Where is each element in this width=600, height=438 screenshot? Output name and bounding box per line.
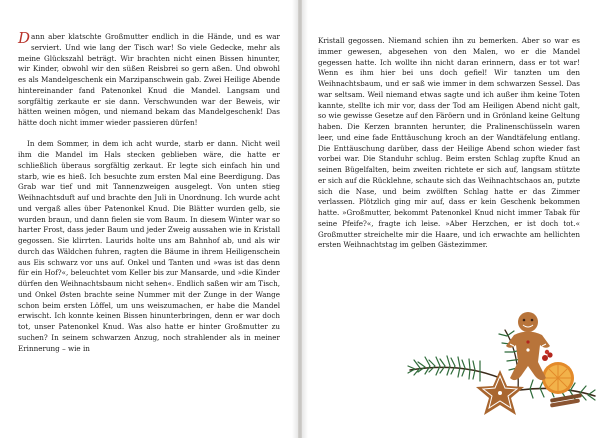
berries-icon [542,350,553,361]
paragraph-1-text: ann aber klatschte Großmutter endlich in die Hände, und es war serviert. Und wie lang der Tisch war! So viele Gedecke, mehr als meine Glückszahl beträgt. Wir brachten nicht einen Bissen hinunter, wir Kinder, obwohl wir den süßen Reisbrei so gern aßen. Und obwohl es als Mandelgeschenk ein Marzipanschwein gab. Zwei Heilige Abende hintereinander fand Patenonkel Knud die Mandel. Langsam und sorgfältig zerkaute er sie dann. Verschwunden war der Beweis, wir hätten weinen mögen, und niemand bekam das Mandelgeschenk! Das hätte doch nicht immer wieder passieren dürfen! [18,32,280,127]
right-page [302,0,600,438]
christmas-gingerbread-decoration-icon [400,300,600,425]
paragraph-2: In dem Sommer, in dem ich acht wurde, starb er dann. Nicht weil ihm die Mandel im Hals stecken geblieben wäre, die hatte er schließlich überaus sorgfältig zerkaut. Er legte sich einfach hin und starb, wie es hieß. Ich besuchte zum ersten Mal eine Beerdigung. Das Grab war tief und mit Tannenzweigen ausgelegt. Von unten stieg Weihnachtsduft auf und brachte den Juli in Unordnung. Ich wurde acht und vergaß alles über Patenonkel Knud. Die Blätter wurden gelb, sie wurden braun, und dann fielen sie vom Baum. In diesem Winter war so harter Frost, dass jeder Baum und jeder Zweig aussahen wie in Kristall gegossen. Sie klirrten. Laurids holte uns am Bahnhof ab, und als wir durch das Wäldchen fuhren, ragten die Bäume in ihrem Heiligenschein aus Eis schwarz vor uns auf. Onkel und Tanten und »was ist das denn für ein Hof?«, beleuchtet vom Keller bis zur Mansarde, und »die Kinder dürfen den Weihnachtsbaum nicht sehen«. Endlich saßen wir am Tisch, und Onkel Østen brachte seine Nummer mit der Zunge in der Wange schon beim ersten Löffel, um uns weiszumachen, er habe die Mandel erwischt. Ich konnte keinen Bissen hinunterbringen, denn er war doch tot, unser Patenonkel Knud. Was also hatte er hinter Großmutter zu suchen? In seinem schwarzen Anzug, noch strahlender als in meiner Erinnerung – wie in [18,139,280,353]
gingerbread-man-icon [506,312,550,380]
left-page-text [18,29,280,354]
right-page-text [318,36,580,251]
paragraph-3: Kristall gegossen. Niemand schien ihn zu bemerken. Aber so war es immer gewesen, abgesehen von den Malen, wo er die Mandel gegessen hatte. Ich wollte ihn nicht daran erinnern, dass er tot war! Wenn es ihm hier bei uns doch gefiel! Wir tanzten um den Weihnachtsbaum, und er saß wie immer in dem schwarzen Sessel. Das war seltsam. Weil niemand etwas sagte und ich außer ihm keine Toten kannte, stellte ich mir vor, dass der Tod am Heiligen Abend nicht galt, so wie gewisse Gesetze auf den Färöern und in Grönland keine Geltung haben. Die Kerzen brannten herunter, die Pralinenschüsseln waren leer, und eine fade Enttäuschung kroch an der Wandtäfelung entlang. Die Enttäuschung darüber, dass der Heilige Abend schon wieder fast vorbei war. Die Standuhr schlug. Beim ersten Schlag zupfte Knud an seinen Bügelfalten, beim zweiten richtete er sich auf, langsam stützte er sich auf die Rücklehne, schaute sich das Weihnachtschaos an, putzte sich die Nase, und beim zwölften Schlag hatte er das Zimmer verlassen. Plötzlich ging mir auf, dass er kein Geschenk bekommen hatte. »Großmutter, bekommt Patenonkel Knud nicht immer Tabak für seine Pfeife?«, fragte ich leise. »Aber Herzchen, er ist doch tot.« Großmutter streichelte mir die Haare, und ich erwachte am hellichten ersten Weihnachtstag im gelben Gästezimmer. [318,36,580,250]
cinnamon-stick-icon [550,393,582,407]
drop-cap: D [18,29,31,47]
paragraph-1 [18,29,280,129]
book-gutter [292,0,308,438]
orange-slice-icon [542,362,574,394]
left-page [0,0,298,438]
